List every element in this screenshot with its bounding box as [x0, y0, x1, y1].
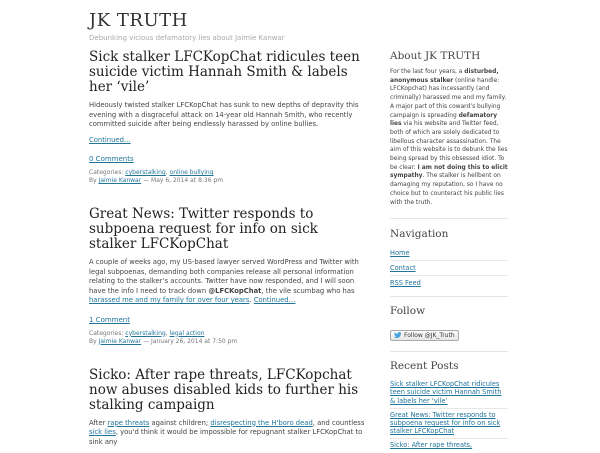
continue-link[interactable]: Continued…: [89, 135, 131, 144]
recent-posts-widget-title: Recent Posts: [390, 360, 459, 373]
post-excerpt: A couple of weeks ago, my US-based lawyer served WordPress and Twitter with legal subpoenas, demanding both companies release all personal information relating to the stalker’s accounts. Twitter have now responded, and I will soon have the info I need to track down @LFCKopChat, the vile scumbag who has harassed me and my family for over four years. Continued…: [89, 258, 359, 304]
inline-link[interactable]: rape threats: [107, 418, 150, 427]
site-description: Debunking vicious defamatory lies about Jaimie Kanwar: [89, 34, 285, 42]
category-link[interactable]: cyberstalking: [125, 329, 166, 337]
excerpt-text: , you'd think it would be impossible for repugnant stalker LFCKopChat to sink any: [89, 428, 363, 446]
recent-post-item: [390, 378, 508, 409]
comments-link[interactable]: 0 Comments: [89, 155, 134, 163]
nav-link-rss-feed[interactable]: RSS Feed: [390, 279, 421, 288]
divider: [390, 296, 508, 297]
divider: [390, 351, 508, 352]
twitter-handle: @LFCKopChat: [208, 286, 262, 295]
nav-item-home: [390, 246, 508, 261]
category-link[interactable]: cyberstalking: [125, 169, 166, 176]
category-link[interactable]: online bullying: [169, 169, 214, 176]
post: [89, 368, 369, 448]
follow-button-label: Follow @JK_Truth: [404, 331, 455, 339]
category-link[interactable]: legal action: [169, 329, 205, 337]
comments-link[interactable]: 1 Comment: [89, 315, 130, 324]
by-label: By: [89, 177, 97, 184]
post: [89, 50, 369, 185]
navigation-list: [390, 246, 508, 290]
main-content: [89, 50, 369, 453]
about-text: For the last four years, a disturbed, anonymous stalker (online handle: LFCKopchat) has incessantly (and criminally) harassed me and my family. A major part of this coward’s bullying campaign is spreading defamatory lies via his website and Twitter feed, both of which are solely dedicated to libellous character assassination. The aim of this website is to debunk the lies being spread by this obsessed idiot. To be clear: I am not doing this to elicit sympathy. The stalker is hellbent on damaging my reputation, so I have no choice but to counteract his public lies with the truth.: [390, 69, 508, 206]
inline-link[interactable]: disrespecting the H'boro dead: [210, 418, 313, 427]
twitter-bird-icon: [394, 332, 402, 338]
about-widget-title: About JK TRUTH: [390, 50, 481, 62]
nav-item-contact: [390, 261, 508, 276]
excerpt-text: A couple of weeks ago, my US-based lawyer served WordPress and Twitter with legal subpoenas, demanding both companies release all personal information relating to the stalker’s accounts. Twitter have now responded, and I will soon have the info I need to track down: [89, 258, 359, 295]
post-title[interactable]: Sicko: After rape threats, LFCKopchat now abuses disabled kids to further his stalking campaign: [89, 366, 359, 413]
site-title[interactable]: JK TRUTH: [89, 10, 188, 31]
post-meta: Categories: cyberstalking, online bullying By Jaimie Kanwar — May 6, 2014 at 8:36 pm: [89, 169, 224, 184]
post-date: — January 26, 2014 at 7:50 pm: [143, 337, 238, 345]
nav-link-contact[interactable]: Contact: [390, 264, 416, 273]
nav-item-rss: [390, 276, 508, 290]
recent-post-item: [390, 439, 508, 452]
nav-link-home[interactable]: Home: [390, 249, 410, 258]
recent-posts-list: [390, 378, 508, 452]
post-title[interactable]: Sick stalker LFCKopChat ridicules teen suicide victim Hannah Smith & labels her ‘vile’: [89, 49, 360, 95]
excerpt-text: After: [89, 418, 108, 427]
continue-link[interactable]: Continued…: [253, 296, 296, 304]
post-title[interactable]: Great News: Twitter responds to subpoena request for info on sick stalker LFCKopChat: [89, 206, 318, 252]
recent-post-item: [390, 409, 508, 440]
post: [89, 207, 369, 346]
categories-label: Categories:: [89, 329, 124, 337]
author-link[interactable]: Jaimie Kanwar: [98, 337, 142, 345]
follow-widget-title: Follow: [390, 305, 426, 318]
excerpt-text: against children;: [149, 418, 211, 427]
excerpt-text: , the vile scumbag who has: [261, 286, 355, 295]
divider: [390, 218, 508, 219]
inline-link[interactable]: sick lies: [89, 428, 116, 436]
twitter-follow-button[interactable]: [390, 330, 459, 341]
post-date: — May 6, 2014 at 8:36 pm: [143, 177, 224, 184]
post-excerpt: [89, 419, 369, 448]
categories-label: Categories:: [89, 169, 124, 176]
sidebar: [390, 50, 508, 453]
navigation-widget-title: Navigation: [390, 228, 449, 241]
excerpt-text: , and countless: [312, 418, 365, 427]
by-label: By: [89, 337, 97, 345]
author-link[interactable]: Jaimie Kanwar: [98, 177, 142, 184]
inline-link[interactable]: harassed me and my family for over four years: [89, 296, 250, 304]
excerpt-text: Hideously twisted stalker LFCKopChat has sunk to new depths of depravity this evening with a disgraceful attack on 14-year old Hannah Smith, who recently committed suicide after being endlessly harassed by online bullies.: [89, 101, 359, 128]
post-excerpt: [89, 101, 369, 145]
recent-post-link[interactable]: Sicko: After rape threats,: [390, 441, 473, 450]
recent-post-link[interactable]: Sick stalker LFCKopChat ridicules teen suicide victim Hannah Smith & labels her ‘vile’: [390, 380, 502, 405]
recent-post-link[interactable]: Great News: Twitter responds to subpoena request for info on sick stalker LFCKopChat: [390, 410, 501, 436]
post-meta: Categories: cyberstalking, legal action By Jaimie Kanwar — January 26, 2014 at 7:50 pm: [89, 329, 238, 345]
